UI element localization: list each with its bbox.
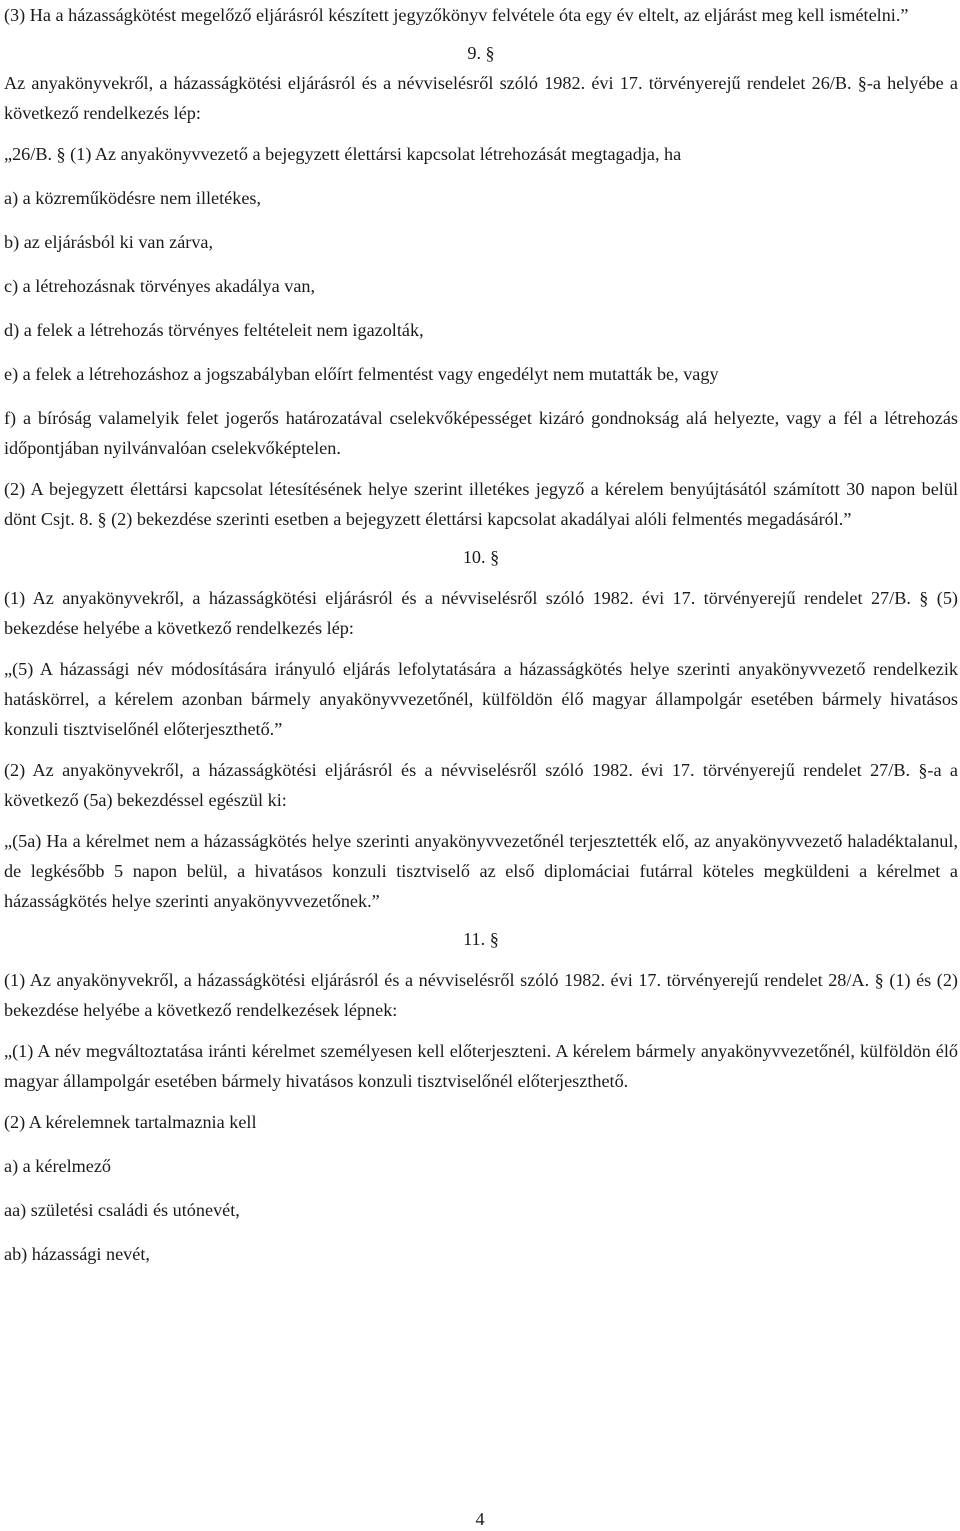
document-page — [4, 0, 958, 1269]
page-number: 4 — [475, 1509, 485, 1529]
paragraph-10-2: (2) Az anyakönyvekről, a házasságkötési eljárásról és a névviselésről szóló 1982. évi 17. törvényerejű rendelet 27/B. §-a a következő (5a) bekezdéssel egészül ki: — [4, 760, 958, 810]
section-heading-10: 10. § — [462, 547, 500, 567]
paragraph-26b-1: „26/B. § (1) Az anyakönyvvezető a bejegyzett élettársi kapcsolat létrehozását megtagadja, ha — [4, 144, 682, 164]
paragraph-9-lead: Az anyakönyvekről, a házasságkötési eljárásról és a névviselésről szóló 1982. évi 17. törvényerejű rendelet 26/B. §-a helyébe a következő rendelkezés lép: — [4, 73, 958, 123]
list-item-11-aa: aa) születési családi és utónevét, — [4, 1200, 240, 1220]
paragraph-10-2-quote: „(5a) Ha a kérelmet nem a házasságkötés helye szerinti anyakönyvvezetőnél terjesztették elő, az anyakönyvvezető haladéktalanul, de legkésőbb 5 napon belül, a hivatásos konzuli tisztviselő az első diplomáciai futárral köteles megküldeni a kérelmet a házasságkötés helye szerinti anyakönyvvezetőnek.” — [4, 831, 958, 911]
list-item-11-ab: ab) házassági nevét, — [4, 1244, 150, 1264]
paragraph-10-1: (1) Az anyakönyvekről, a házasságkötési eljárásról és a névviselésről szóló 1982. évi 17. törvényerejű rendelet 27/B. § (5) bekezdése helyébe a következő rendelkezés lép: — [4, 588, 958, 638]
section-heading-11: 11. § — [463, 929, 499, 949]
paragraph-26b-2: (2) A bejegyzett élettársi kapcsolat létesítésének helye szerint illetékes jegyző a kérelem benyújtásától számított 30 napon belül dönt Csjt. 8. § (2) bekezdése szerinti esetben a bejegyzett élettársi kapcsolat akadályai alóli felmentés megadásáról.” — [4, 479, 958, 529]
list-item-e: e) a felek a létrehozáshoz a jogszabályban előírt felmentést vagy engedélyt nem mutatták be, vagy — [4, 364, 719, 384]
list-item-c: c) a létrehozásnak törvényes akadálya van, — [4, 276, 316, 296]
list-item-f: f) a bíróság valamelyik felet jogerős határozatával cselekvőképességet kizáró gondnokság alá helyezte, vagy a fél a létrehozás időpontjában nyilvánvalóan cselekvőképtelen. — [4, 408, 958, 458]
paragraph-intro: (3) Ha a házasságkötést megelőző eljárásról készített jegyzőkönyv felvétele óta egy év eltelt, az eljárást meg kell ismételni.” — [4, 5, 909, 25]
list-item-a: a) a közreműködésre nem illetékes, — [4, 188, 262, 208]
list-item-11-a: a) a kérelmező — [4, 1156, 112, 1176]
list-item-d: d) a felek a létrehozás törvényes feltételeit nem igazolták, — [4, 320, 424, 340]
section-heading-9: 9. § — [467, 43, 495, 63]
paragraph-10-1-quote: „(5) A házassági név módosítására irányuló eljárás lefolytatására a házasságkötés helye szerinti anyakönyvvezető rendelkezik hatáskörrel, a kérelem azonban bármely anyakönyvvezetőnél, külföldön élő magyar állampolgár esetében bármely hivatásos konzuli tisztviselőnél előterjeszthető.” — [4, 659, 958, 739]
list-item-b: b) az eljárásból ki van zárva, — [4, 232, 214, 252]
paragraph-11-1: (1) Az anyakönyvekről, a házasságkötési eljárásról és a névviselésről szóló 1982. évi 17. törvényerejű rendelet 28/A. § (1) és (2) bekezdése helyébe a következő rendelkezések lépnek: — [4, 970, 958, 1020]
paragraph-11-2: (2) A kérelemnek tartalmaznia kell — [4, 1112, 257, 1132]
paragraph-11-1-quote: „(1) A név megváltoztatása iránti kérelmet személyesen kell előterjeszteni. A kérelem bármely anyakönyvvezetőnél, külföldön élő magyar állampolgár esetében bármely hivatásos konzuli tisztviselőnél előterjeszthető. — [4, 1041, 958, 1091]
